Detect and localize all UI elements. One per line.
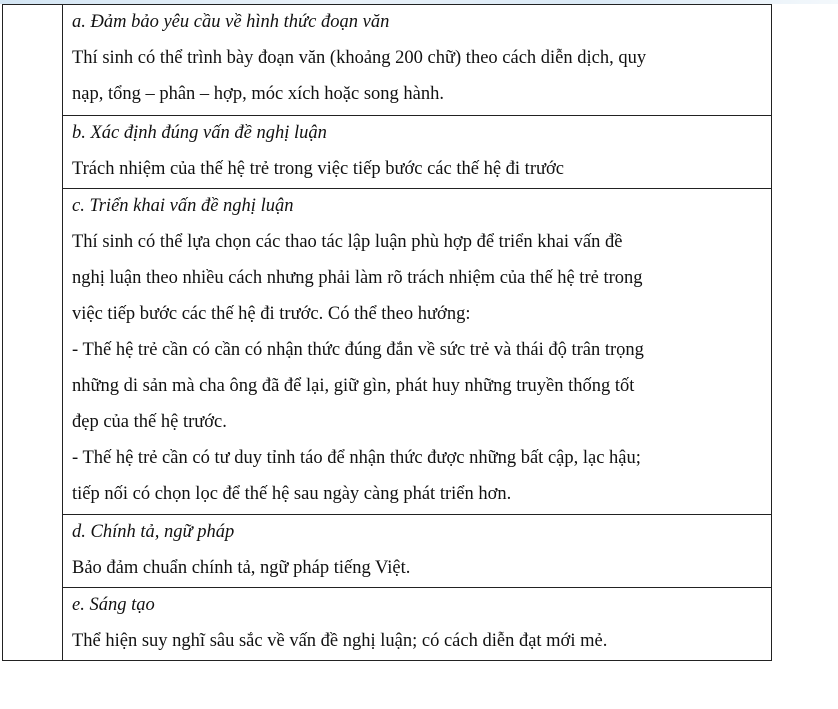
criterion-c-line-8: tiếp nối có chọn lọc để thế hệ sau ngày càng phát triển hơn. xyxy=(72,484,512,504)
criterion-a-line-1: Thí sinh có thể trình bày đoạn văn (khoảng 200 chữ) theo cách diễn dịch, quy xyxy=(72,48,647,68)
table-row xyxy=(3,5,772,116)
score-column-cell xyxy=(3,5,63,661)
criterion-c-cell xyxy=(63,189,772,515)
criterion-c-line-4: - Thế hệ trẻ cần có cần có nhận thức đúng đắn về sức trẻ và thái độ trân trọng xyxy=(72,340,644,360)
criterion-b-line-1: Trách nhiệm của thế hệ trẻ trong việc tiếp bước các thế hệ đi trước xyxy=(72,159,565,179)
criterion-e-heading: e. Sáng tạo xyxy=(72,595,155,615)
table-row xyxy=(3,189,772,515)
criterion-a-cell xyxy=(63,5,772,116)
criterion-a-heading: a. Đảm bảo yêu cầu về hình thức đoạn văn xyxy=(72,12,390,32)
table-row xyxy=(3,588,772,661)
criterion-c-heading: c. Triển khai vấn đề nghị luận xyxy=(72,196,294,216)
criterion-d-line-1: Bảo đảm chuẩn chính tả, ngữ pháp tiếng Việt. xyxy=(72,558,411,578)
criterion-d-heading: d. Chính tả, ngữ pháp xyxy=(72,522,235,542)
criterion-c-line-2: nghị luận theo nhiều cách nhưng phải làm rõ trách nhiệm của thế hệ trẻ trong xyxy=(72,268,643,288)
criterion-e-line-1: Thể hiện suy nghĩ sâu sắc về vấn đề nghị luận; có cách diễn đạt mới mẻ. xyxy=(72,631,608,651)
table-row xyxy=(3,116,772,189)
criterion-c-line-5: những di sản mà cha ông đã để lại, giữ gìn, phát huy những truyền thống tốt xyxy=(72,376,635,396)
criterion-d-cell xyxy=(63,515,772,588)
criterion-a-line-2: nạp, tổng – phân – hợp, móc xích hoặc song hành. xyxy=(72,84,445,104)
criterion-c-line-1: Thí sinh có thể lựa chọn các thao tác lập luận phù hợp để triển khai vấn đề xyxy=(72,232,623,252)
criterion-e-cell xyxy=(63,588,772,661)
criterion-c-line-7: - Thế hệ trẻ cần có tư duy tỉnh táo để nhận thức được những bất cập, lạc hậu; xyxy=(72,448,641,468)
criterion-c-line-3: việc tiếp bước các thế hệ đi trước. Có thể theo hướng: xyxy=(72,304,471,324)
table-row xyxy=(3,515,772,588)
grading-criteria-table xyxy=(2,4,772,661)
criterion-b-heading: b. Xác định đúng vấn đề nghị luận xyxy=(72,123,327,143)
criterion-c-line-6: đẹp của thế hệ trước. xyxy=(72,412,227,432)
criterion-b-cell xyxy=(63,116,772,189)
